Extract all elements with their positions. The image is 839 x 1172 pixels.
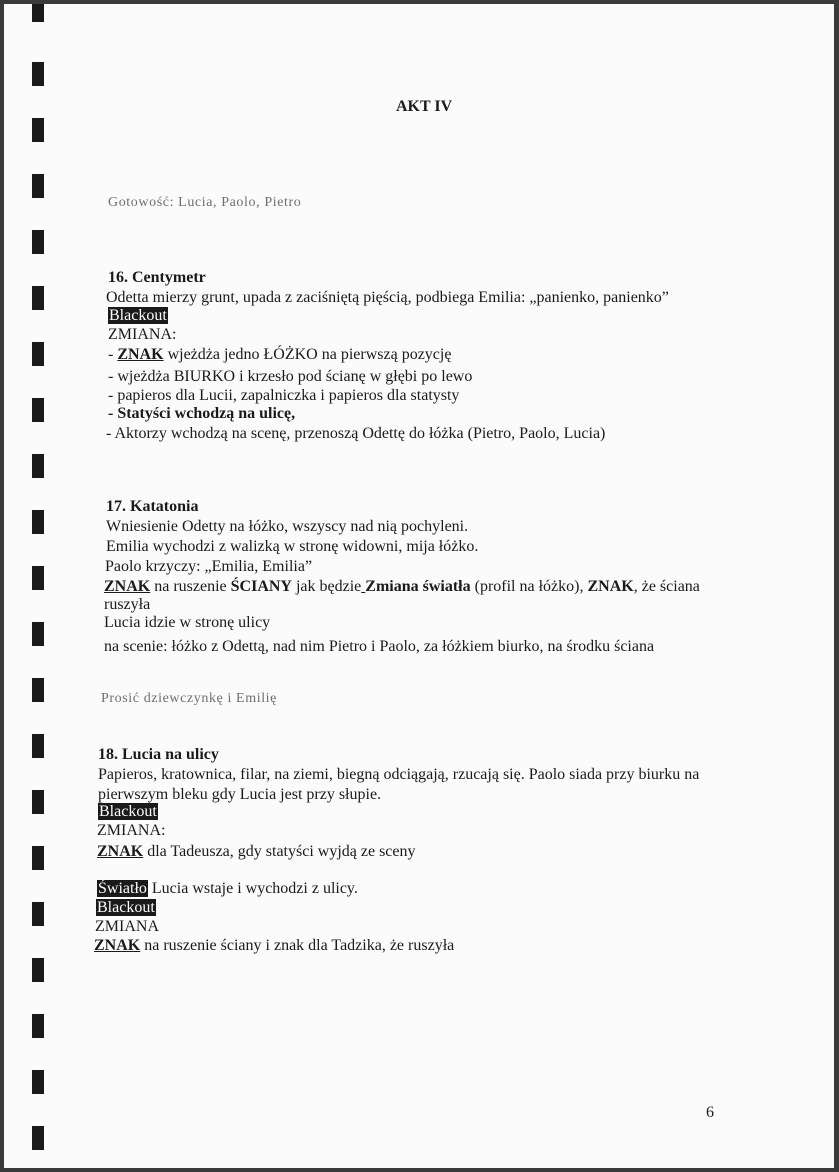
scene-text: - papieros dla Lucii, zapalniczka i papieros dla statysty <box>108 387 460 404</box>
blackout-cue: Blackout <box>97 899 155 916</box>
scene-heading: 16. Centymetr <box>108 269 206 286</box>
scene-text: - Statyści wchodzą na ulicę, <box>108 405 296 422</box>
znak-cue: ZNAK <box>587 578 634 595</box>
page-title: AKT IV <box>396 98 453 115</box>
scene-text-rest: wjeżdża jedno ŁÓŻKO na pierwszą pozycję <box>163 346 452 363</box>
scene-text <box>108 346 451 364</box>
scene-heading: 18. Lucia na ulicy <box>98 746 219 763</box>
scene-text: na scenie: łóżko z Odettą, nad nim Pietro i Paolo, za łóżkiem biurko, na środku ściana <box>104 638 655 655</box>
scene-text: Odetta mierzy grunt, upada z zaciśniętą pięścią, podbiega Emilia: „panienko, panienko” <box>106 289 669 306</box>
binder-mark <box>32 230 44 254</box>
scene-text: ruszyła <box>104 596 151 613</box>
scene-text-part: , że ściana <box>633 578 700 595</box>
light-change-cue: Zmiana światła <box>365 578 471 595</box>
scene-text-part: jak będzie <box>291 578 362 595</box>
binder-mark <box>32 62 44 86</box>
scene-text: - wjeżdża BIURKO i krzesło pod ścianę w głębi po lewo <box>108 368 473 385</box>
binder-mark <box>32 734 44 758</box>
readiness-note: Prosić dziewczynkę i Emilię <box>101 691 277 706</box>
znak-cue: ZNAK <box>117 346 164 363</box>
binder-mark <box>32 342 44 366</box>
blackout-cue: Blackout <box>109 307 167 324</box>
dash: - <box>108 346 118 363</box>
binder-mark <box>32 790 44 814</box>
change-label: ZMIANA <box>95 918 159 935</box>
scene-text-part: na ruszenie <box>150 578 231 595</box>
readiness-note: Gotowość: Lucia, Paolo, Pietro <box>108 195 302 210</box>
binder-mark <box>32 454 44 478</box>
scene-text-rest: na ruszenie ściany i znak dla Tadzika, że ruszyła <box>140 937 455 954</box>
binder-mark <box>32 4 44 22</box>
scene-heading: 17. Katatonia <box>106 498 199 515</box>
scene-text: Emilia wychodzi z walizką w stronę widowni, mija łóżko. <box>106 538 479 555</box>
light-cue: Światło <box>98 880 147 897</box>
blackout-cue: Blackout <box>99 803 157 820</box>
znak-cue: ZNAK <box>97 843 144 860</box>
scene-text: pierwszym bleku gdy Lucia jest przy słupie. <box>98 786 382 803</box>
scene-text: - Aktorzy wchodzą na scenę, przenoszą Odettę do łóżka (Pietro, Paolo, Lucia) <box>106 425 606 442</box>
scene-text-part: (profil na łóżko), <box>470 578 588 595</box>
scene-text <box>97 843 416 861</box>
binder-mark <box>32 846 44 870</box>
cue-line <box>98 803 158 821</box>
znak-cue: ZNAK <box>104 578 151 595</box>
cue-line <box>108 307 168 325</box>
scene-text: Wniesienie Odetty na łóżko, wszyscy nad nią pochyleni. <box>106 518 469 535</box>
binder-mark <box>32 1014 44 1038</box>
scene-text: Lucia idzie w stronę ulicy <box>104 614 271 631</box>
binder-mark <box>32 398 44 422</box>
binder-mark <box>32 958 44 982</box>
script-page <box>4 4 834 1168</box>
scene-text <box>94 937 454 955</box>
scene-text <box>97 880 358 898</box>
cue-line <box>96 899 156 917</box>
change-label: ZMIANA: <box>97 822 166 839</box>
binder-mark <box>32 286 44 310</box>
znak-cue: ZNAK <box>94 937 141 954</box>
binder-mark <box>32 566 44 590</box>
sciany-cue: ŚCIANY <box>230 578 292 595</box>
binder-mark <box>32 902 44 926</box>
scene-text-rest: dla Tadeusza, gdy statyści wyjdą ze sceny <box>143 843 416 860</box>
scene-text: Paolo krzyczy: „Emilia, Emilia” <box>105 558 313 575</box>
binder-mark <box>32 622 44 646</box>
change-label: ZMIANA: <box>108 326 177 343</box>
scene-text <box>104 578 700 596</box>
scene-text-rest: Lucia wstaje i wychodzi z ulicy. <box>147 880 358 897</box>
scene-text: Papieros, kratownica, filar, na ziemi, biegną odciągają, rzucają się. Paolo siada przy biurku na <box>98 766 700 783</box>
binder-mark <box>32 174 44 198</box>
binder-mark <box>32 1070 44 1094</box>
binder-mark <box>32 118 44 142</box>
page-number: 6 <box>706 1104 714 1121</box>
binder-mark <box>32 1126 44 1150</box>
binder-mark <box>32 678 44 702</box>
binder-mark <box>32 510 44 534</box>
